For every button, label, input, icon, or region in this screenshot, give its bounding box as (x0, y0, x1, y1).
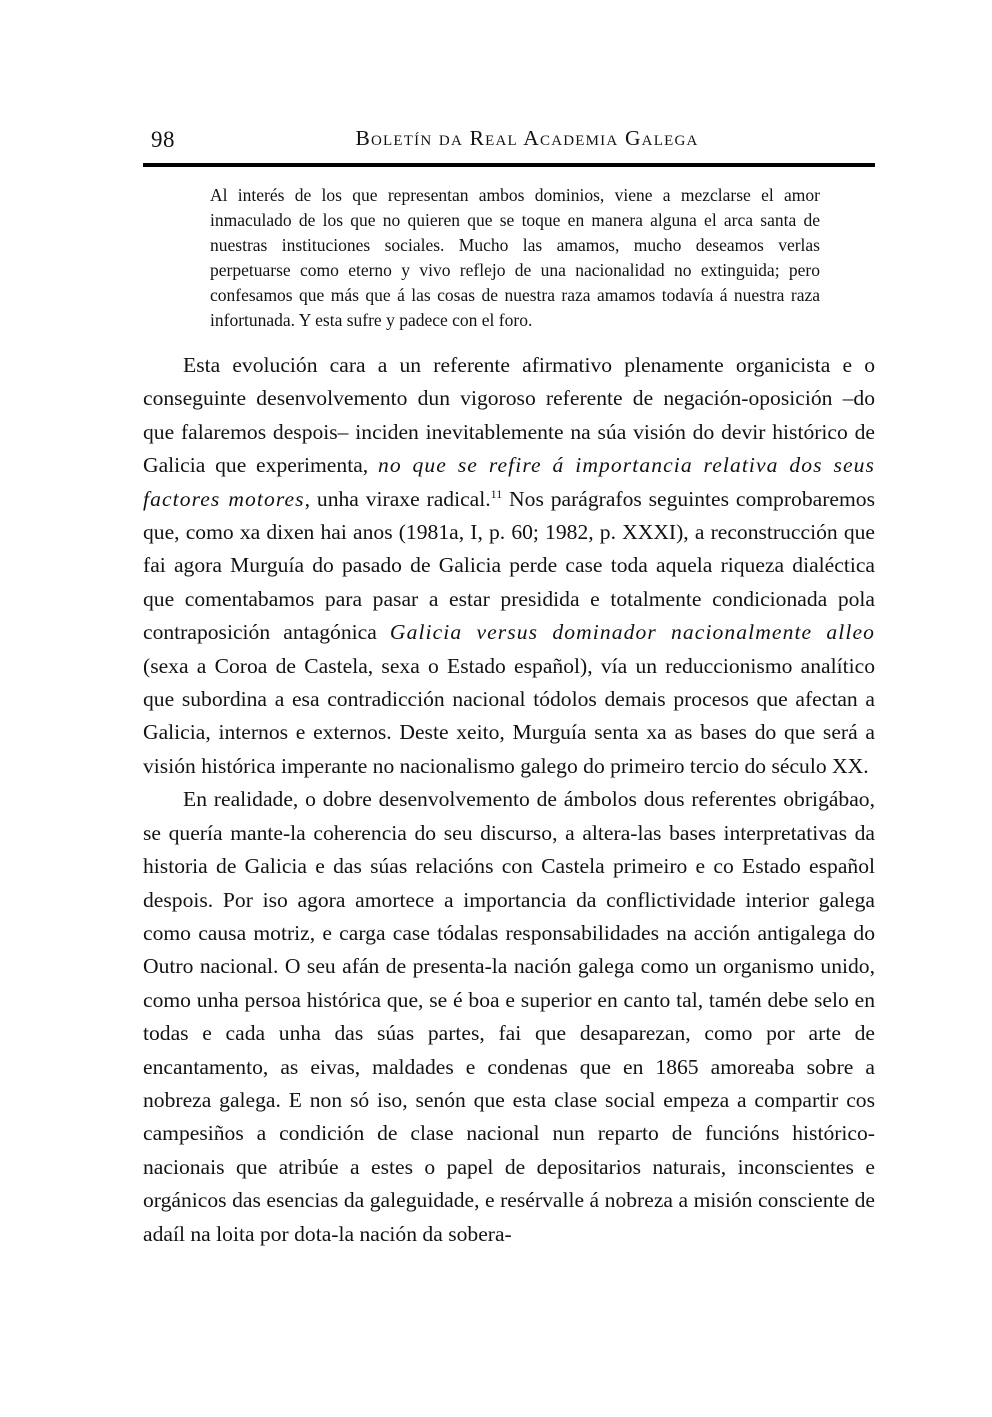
page-number: 98 (151, 127, 175, 152)
paragraph-2 (143, 783, 875, 1251)
journal-title: Boletín da Real Academia Galega (355, 126, 699, 150)
paragraph-1-text-3: Nos parágrafos seguintes comprobaremos que, como xa dixen hai anos (1981a, I, p. 60; 1982, p. XXXI), a reconstrucción que fai agora Murguía do pasado de Galicia perde case toda aquela riqueza dialéctica que comentabamos para pasar a estar presidida e totalmente condicionada pola contraposición antagónica (143, 486, 875, 645)
paragraph-1-italic-1: no que se refire á importancia relativa dos seus factores motores (143, 453, 875, 511)
paragraph-1-italic-2: Galicia versus dominador nacionalmente alleo (389, 620, 875, 645)
quoted-excerpt: Al interés de los que representan ambos dominios, viene a mezclarse el amor inmaculado de los que no quieren que se toque en manera alguna el arca santa de nuestras instituciones sociales. Mucho las amamos, mucho deseamos verlas perpetuarse como eterno y vivo reflejo de una nacionalidad no extinguida; pero confesamos que más que á las cosas de nuestra raza amamos todavía á nuestra raza infortunada. Y esta sufre y padece con el foro. (210, 185, 820, 330)
footnote-marker-11: 11 (490, 486, 503, 501)
page-header (143, 126, 875, 156)
paragraph-1 (143, 349, 875, 783)
paragraph-1-text-2: , unha viraxe radical. (304, 486, 491, 511)
header-rule (143, 163, 875, 167)
paragraph-1-text-4: (sexa a Coroa de Castela, sexa o Estado español), vía un reduccionismo analítico que subordina a esa contradicción nacional tódolos demais procesos que afectan a Galicia, internos e externos. Deste xeito, Murguía senta xa as bases do que será a visión histórica imperante no nacionalismo galego do primeiro tercio do século XX. (143, 653, 875, 778)
paragraph-1-text-1: Esta evolución cara a un referente afirmativo plenamente organicista e o conseguinte desenvolvemento dun vigoroso referente de negación-oposición –do que falaremos despois– inciden inevitablemente na súa visión do devir histórico de Galicia que experimenta, (143, 353, 875, 478)
article-body (143, 349, 875, 1251)
paragraph-2-text: En realidade, o dobre desenvolvemento de ámbolos dous referentes obrigábao, se quería mante-la coherencia do seu discurso, a altera-las bases interpretativas da historia de Galicia e das súas relacións con Castela primeiro e co Estado español despois. Por iso agora amortece a importancia da conflictividade interior galega como causa motriz, e carga case tódalas responsabilidades na acción antigalega do Outro nacional. O seu afán de presenta-la nación galega como un organismo unido, como unha persoa histórica que, se é boa e superior en canto tal, tamén debe selo en todas e cada unha das súas partes, fai que desaparezan, como por arte de encantamento, as eivas, maldades e condenas que en 1865 amoreaba sobre a nobreza galega. E non só iso, senón que esta clase social empeza a compartir cos campesiños a condición de clase nacional nun reparto de funcións histórico-nacionais que atribúe a estes o papel de depositarios naturais, inconscientes e orgánicos das esencias da galeguidade, e resérvalle á nobreza a misión consciente de adaíl na loita por dota-la nación da sobera- (143, 787, 875, 1246)
